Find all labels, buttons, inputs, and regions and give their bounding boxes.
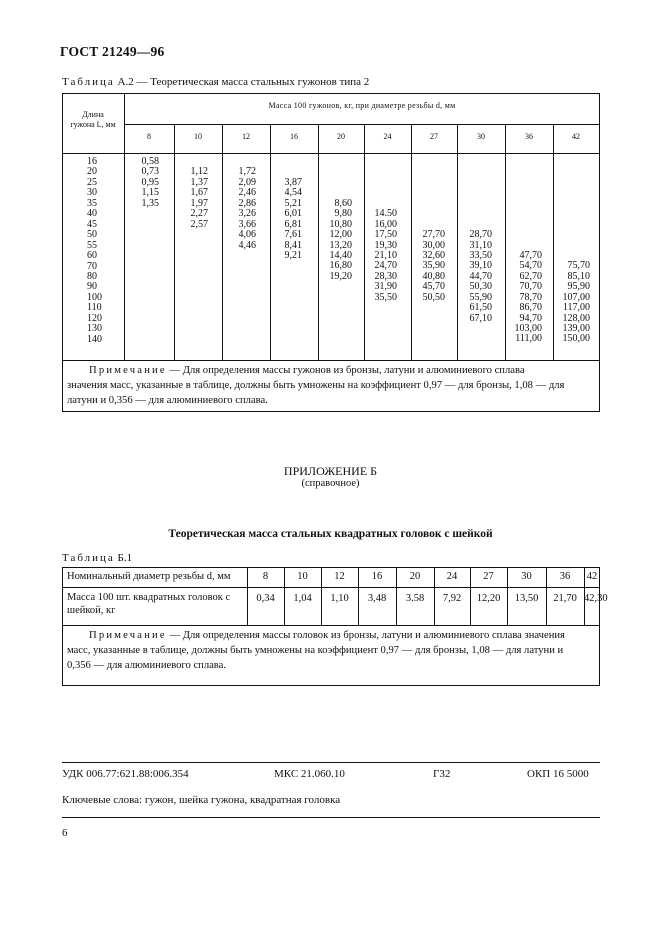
mass-cell — [401, 199, 445, 209]
mass-column — [448, 157, 492, 324]
mass-cell: 35,50 — [374, 291, 397, 303]
mass-cell: 50,30 — [469, 281, 492, 293]
table-b-mass-cell: 1,04 — [293, 593, 312, 604]
mass-cell: 7,61 — [284, 229, 302, 241]
mass-cell — [498, 178, 542, 188]
mass-cell: 19,20 — [329, 270, 352, 282]
table-b-note-line1: — Для определения массы головок из бронзы, латуни и алюминиевого сплава значения — [166, 630, 565, 641]
mass-column — [212, 157, 256, 251]
mass-cell — [401, 209, 445, 219]
mass-cell — [448, 188, 492, 198]
mass-cell: 0,95 — [141, 176, 159, 188]
mass-cell: 107,00 — [562, 291, 590, 303]
table-b-diameter-label: Номинальный диаметр резьбы d, мм — [67, 571, 231, 582]
length-header-line2: гужона L, мм — [70, 120, 116, 129]
mass-cell: 1,12 — [190, 166, 208, 178]
length-value: 70 — [87, 260, 97, 272]
diameter-header-cell: 12 — [242, 132, 250, 141]
mass-cell: 45,70 — [422, 281, 445, 293]
mass-cell: 6,01 — [284, 208, 302, 220]
mass-cell: 67,10 — [469, 312, 492, 324]
mass-cell — [498, 209, 542, 219]
mass-cell: 62,70 — [519, 270, 542, 282]
mass-cell — [353, 167, 397, 177]
appendix-subtitle: (справочное) — [301, 478, 360, 489]
diameter-header-cell: 10 — [194, 132, 202, 141]
mass-cell: 10,80 — [329, 218, 352, 230]
table-a-note — [67, 363, 595, 408]
mass-cell: 0,73 — [141, 166, 159, 178]
mass-cell: 1,72 — [238, 166, 256, 178]
mass-cell: 2,57 — [190, 218, 208, 230]
table-b-mass-label-line2: шейкой, кг — [67, 605, 116, 616]
mass-cell: 95,90 — [567, 281, 590, 293]
mass-cell — [546, 188, 590, 198]
mass-cell: 50,50 — [422, 291, 445, 303]
mks-code: МКС 21.060.10 — [274, 768, 345, 780]
mass-cell: 86,70 — [519, 302, 542, 314]
table-b-mass-cell: 12,20 — [476, 593, 501, 604]
mass-cell — [401, 178, 445, 188]
mass-cell — [353, 188, 397, 198]
mass-column — [498, 157, 542, 345]
mass-cell: 5,21 — [284, 197, 302, 209]
table-b-diameter-cell: 30 — [521, 571, 532, 582]
group-code: Г32 — [433, 768, 451, 780]
mass-cell — [546, 167, 590, 177]
length-value: 20 — [87, 166, 97, 178]
mass-cell: 30,00 — [422, 239, 445, 251]
mass-cell: 4,46 — [238, 239, 256, 251]
mass-cell: 47,70 — [519, 249, 542, 261]
mass-cell: 78,70 — [519, 291, 542, 303]
diameter-header-cell: 42 — [572, 132, 580, 141]
mass-cell — [258, 157, 302, 167]
table-b-mass-label-line1: Масса 100 шт. квадратных головок с — [67, 592, 231, 603]
mass-cell: 117,00 — [562, 302, 590, 314]
length-value: 25 — [87, 176, 97, 188]
table-a-note-line2: значения масс, указанные в таблице, должны быть умножены на коэффициент 0,97 — для бронзы, 1,08 — для — [67, 380, 565, 391]
mass-cell — [353, 178, 397, 188]
diameter-header-cell: 27 — [430, 132, 438, 141]
mass-cell: 1,97 — [190, 197, 208, 209]
mass-cell: 9,80 — [334, 208, 352, 220]
length-value: 100 — [87, 291, 102, 303]
mass-cell: 1,35 — [141, 197, 159, 209]
table-a-caption — [62, 76, 369, 88]
mass-column — [401, 157, 445, 303]
mass-cell: 2,09 — [238, 176, 256, 188]
length-value: 50 — [87, 229, 97, 241]
keywords: Ключевые слова: гужон, шейка гужона, квадратная головка — [62, 794, 341, 806]
mass-cell: 70,70 — [519, 281, 542, 293]
mass-cell: 2,27 — [190, 208, 208, 220]
table-b-diameter-cell: 12 — [334, 571, 345, 582]
lengths-column — [87, 157, 102, 345]
mass-cell: 85,10 — [567, 270, 590, 282]
mass-cell — [401, 188, 445, 198]
mass-cell — [546, 178, 590, 188]
table-b-diameter-cell: 36 — [559, 571, 571, 582]
table-a-caption-text: А.2 — Теоретическая масса стальных гужонов типа 2 — [117, 76, 370, 88]
length-value: 60 — [87, 250, 97, 262]
mass-cell: 6,81 — [284, 218, 302, 230]
table-b-mass-cell: 42,30 — [584, 593, 608, 604]
length-header-line1: Длина — [82, 110, 104, 119]
length-value: 90 — [87, 281, 97, 293]
mass-cell: 94,70 — [519, 312, 542, 324]
table-b — [62, 567, 608, 685]
mass-cell: 27,70 — [422, 229, 445, 241]
mass-cell — [498, 230, 542, 240]
table-b-mass-cell: 13,50 — [514, 593, 539, 604]
length-value: 130 — [87, 323, 102, 335]
mass-cell: 1,15 — [141, 187, 159, 199]
table-b-caption-text: Б.1 — [117, 552, 133, 564]
mass-cell — [448, 199, 492, 209]
table-b-diameter-cell: 42 — [586, 571, 598, 582]
mass-cell: 31,90 — [374, 281, 397, 293]
mass-column — [546, 157, 590, 345]
table-b-diameter-cell: 8 — [262, 571, 269, 582]
mass-cell: 128,00 — [562, 312, 590, 324]
appendix-heading: Теоретическая масса стальных квадратных головок с шейкой — [168, 528, 493, 540]
table-a-note-label: Примечание — [89, 365, 167, 376]
mass-cell: 14,40 — [329, 249, 352, 261]
table-b-note-line3: 0,356 — для алюминиевого сплава. — [67, 660, 227, 671]
mass-cell: 4,06 — [238, 229, 256, 241]
mass-cell — [308, 157, 352, 167]
mass-cell: 35,90 — [422, 260, 445, 272]
mass-cell: 3,87 — [284, 176, 302, 188]
table-b-caption-prefix: Таблица — [62, 552, 115, 564]
mass-cell — [401, 157, 445, 167]
mass-cell: 31,10 — [469, 239, 492, 251]
document-code: ГОСТ 21249—96 — [60, 44, 165, 59]
table-b-caption — [62, 552, 132, 564]
table-b-diameter-cell: 10 — [297, 571, 308, 582]
mass-cell — [498, 199, 542, 209]
table-b-mass-cell: 3.58 — [405, 593, 425, 604]
mass-cell: 61,50 — [469, 302, 492, 314]
mass-cell — [498, 157, 542, 167]
mass-cell: 8,41 — [284, 239, 302, 251]
length-value: 80 — [87, 270, 97, 282]
diameter-header-cell: 24 — [383, 132, 392, 141]
mass-cell: 9,21 — [284, 249, 302, 261]
length-value: 110 — [87, 302, 102, 314]
mass-cell — [546, 241, 590, 251]
mass-cell: 21,10 — [374, 249, 397, 261]
mass-cell — [353, 157, 397, 167]
mass-column — [115, 157, 159, 209]
table-a-note-line1: — Для определения массы гужонов из бронзы, латуни и алюминиевого сплава — [166, 365, 525, 376]
mass-cell — [546, 209, 590, 219]
table-b-note — [67, 628, 595, 673]
mass-cell: 2,86 — [238, 197, 256, 209]
mass-cell: 2,46 — [238, 187, 256, 199]
length-value: 40 — [87, 208, 97, 220]
length-value: 55 — [87, 239, 97, 251]
mass-cell — [498, 220, 542, 230]
table-b-note-line2: масс, указанные в таблице, должны быть умножены на коэффициент 0,97 — для бронзы, 1,08 — для латуни и — [67, 645, 564, 656]
length-value: 120 — [87, 312, 102, 324]
mass-cell: 40,80 — [422, 270, 445, 282]
table-b-mass-cell: 1,10 — [330, 593, 349, 604]
length-value: 16 — [87, 156, 97, 167]
table-a — [62, 93, 600, 411]
table-a-caption-prefix: Таблица — [62, 76, 115, 88]
mass-cell: 14.50 — [374, 208, 397, 220]
mass-cell — [546, 157, 590, 167]
mass-cell — [308, 167, 352, 177]
table-b-mass-cell: 7,92 — [442, 593, 462, 604]
mass-cell — [448, 209, 492, 219]
table-b-mass-cell: 3,48 — [367, 593, 387, 604]
mass-cell: 103,00 — [514, 323, 542, 334]
diameter-header-cell: 36 — [525, 132, 533, 141]
page-number: 6 — [62, 827, 68, 839]
length-value: 45 — [87, 218, 97, 230]
mass-cell: 44,70 — [469, 270, 492, 282]
mass-cell: 39,10 — [469, 260, 492, 272]
mass-cell: 150,00 — [562, 333, 590, 345]
mass-cell — [498, 188, 542, 198]
mass-cell: 3,26 — [238, 208, 256, 220]
mass-cell: 0,58 — [141, 156, 159, 167]
table-b-mass-label — [67, 591, 230, 617]
mass-cell: 19,30 — [374, 239, 397, 251]
mass-cell: 4,54 — [284, 187, 302, 199]
diameter-header-cell: 16 — [290, 132, 298, 141]
okp-code: ОКП 16 5000 — [527, 768, 589, 780]
mass-column — [308, 157, 352, 282]
mass-cell — [448, 167, 492, 177]
diameter-header-cell: 8 — [147, 132, 151, 141]
mass-cell: 13,20 — [329, 239, 352, 251]
diameter-header-cell: 30 — [477, 132, 485, 141]
length-value: 35 — [87, 197, 97, 209]
mass-cell: 139,00 — [562, 323, 590, 334]
mass-header: Масса 100 гужонов, кг, при диаметре резьбы d, мм — [268, 101, 456, 110]
mass-cell — [448, 157, 492, 167]
diameter-header-cell: 20 — [337, 132, 345, 141]
mass-cell: 32,60 — [422, 249, 445, 261]
table-b-mass-cell: 21,70 — [553, 593, 577, 604]
mass-column — [164, 157, 208, 230]
mass-cell — [448, 178, 492, 188]
mass-cell: 54,70 — [519, 260, 542, 272]
mass-cell: 28,70 — [469, 229, 492, 241]
table-b-diameter-cell: 20 — [409, 571, 421, 582]
mass-cell — [546, 199, 590, 209]
mass-cell: 75,70 — [567, 260, 590, 272]
mass-cell — [546, 230, 590, 240]
mass-cell — [401, 167, 445, 177]
mass-cell: 1,37 — [190, 176, 208, 188]
length-value: 30 — [87, 187, 97, 199]
appendix-title: ПРИЛОЖЕНИЕ Б — [283, 464, 378, 478]
mass-cell: 17,50 — [374, 229, 397, 241]
mass-cell — [308, 178, 352, 188]
udk-code: УДК 006.77:621.88:006.354 — [62, 768, 189, 780]
table-b-diameter-cell: 27 — [483, 571, 494, 582]
mass-cell: 3,66 — [238, 218, 256, 230]
table-a-note-line3: латуни и 0,356 — для алюминиевого сплава. — [67, 395, 268, 406]
table-b-diameter-cell: 24 — [446, 571, 458, 582]
mass-cell: 55,90 — [469, 291, 492, 303]
mass-cell: 33,50 — [469, 249, 492, 261]
mass-cell: 24,70 — [374, 260, 397, 272]
mass-cell: 28,30 — [374, 270, 397, 282]
mass-cell: 16,80 — [329, 260, 352, 272]
mass-cell — [498, 167, 542, 177]
mass-cell — [546, 220, 590, 230]
table-b-diameter-cell: 16 — [371, 571, 383, 582]
mass-cell: 8,60 — [334, 197, 352, 209]
mass-cell: 111,00 — [515, 333, 542, 345]
length-value: 140 — [87, 333, 102, 345]
mass-cell: 1,67 — [190, 187, 208, 199]
table-b-note-label: Примечание — [89, 630, 167, 641]
length-header — [62, 110, 124, 130]
mass-cell: 16,00 — [374, 218, 397, 230]
mass-column — [353, 157, 397, 303]
table-b-mass-cell: 0,34 — [256, 593, 275, 604]
mass-cell: 12,00 — [329, 229, 352, 241]
mass-column — [258, 157, 302, 261]
